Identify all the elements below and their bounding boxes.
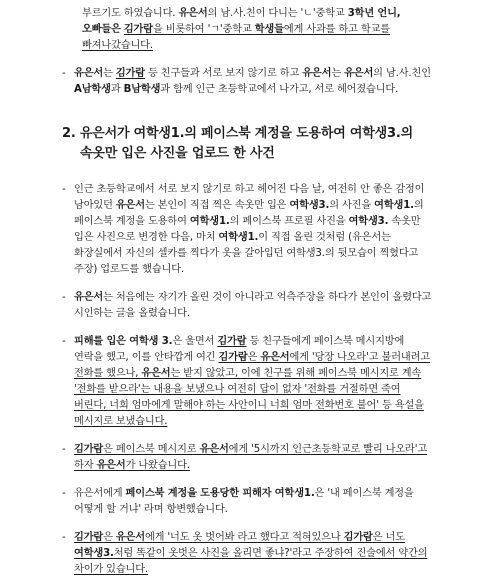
- text-run: 여학생3.: [289, 200, 330, 211]
- text-run: 학생들: [254, 24, 284, 35]
- text-run: 속옷만 입은 사진으로 변경한 다음, 마치: [74, 216, 421, 243]
- bullet-item: [62, 486, 434, 518]
- text-run: 의 남.사.친인: [373, 68, 431, 79]
- text-run: 여학생1.: [218, 232, 259, 243]
- text-run: 김가람: [343, 532, 373, 543]
- text-run: 유은서: [260, 352, 290, 363]
- text-run: 는 처음에는 자기가 올린 것이 아니라고 억측주장을 하다가 본인이 올렸다고 시인하는 글을 올렸습니다.: [74, 292, 432, 319]
- text-run: 처럼 똑같이 옷벗은 사진을 올리면 좋냐?'라고 주장하여 진술에서 약간의 차이가 있습니다.: [74, 548, 428, 575]
- bullet-dash: -: [62, 532, 66, 543]
- text-run: 유은서에게: [74, 488, 126, 499]
- text-run: 은 페이스북 메시지로: [103, 444, 200, 455]
- text-run: A남학생: [74, 84, 111, 95]
- text-run: 등 친구들에게 페이스북 메시지방에 연락을 했고, 이를 안타깝게 여긴: [74, 336, 405, 363]
- text-run: 는 받지 않았고, 이에 친구를 위해 페이스북 메시지로 계속 '전화를 받으라'는 내용을 보냈으나 여전히 답이 없자 '전화를 거절하면 죽여 버린다, 너희 엄마에게 말해야 하는 사안이니 너희 엄마 전화번호 불어' 등 욕설을 메시지로 보냈습니다.: [74, 368, 424, 427]
- text-run: 의 페이스북 계정을 도용하여: [74, 200, 424, 227]
- text-run: 여학생3.: [348, 216, 389, 227]
- text-run: 김가람: [123, 24, 153, 35]
- bullet-item: [62, 182, 434, 278]
- text-run: 은: [103, 532, 116, 543]
- text-run: 은 너도: [372, 532, 405, 543]
- bullet-item: [62, 442, 434, 474]
- text-run: 과 함께 인근 초등학교에서 나가고, 서로 헤어졌습니다.: [160, 84, 399, 95]
- text-run: 피해를 입은 여학생 3.: [74, 336, 173, 347]
- text-run: 페이스북 계정을 도용당한 피해자 여학생1.: [125, 488, 315, 499]
- bullet-dash: -: [62, 488, 66, 499]
- text-run: 유은서: [141, 368, 171, 379]
- text-run: 유은서: [199, 444, 229, 455]
- text-run: 유은서: [115, 532, 145, 543]
- text-run: 에게 사과를 하고 학교를 빠져나갔습니다.: [82, 24, 390, 51]
- intro-paragraph: [62, 6, 434, 54]
- text-run: 김가람: [217, 336, 247, 347]
- text-run: 는: [103, 68, 116, 79]
- bullets-after-heading: [62, 182, 434, 578]
- text-run: 은: [247, 352, 261, 363]
- bullet-item: [62, 66, 434, 98]
- text-run: 여학생1.: [374, 200, 414, 211]
- text-run: 김가람: [218, 352, 248, 363]
- text-run: 여학생1.: [189, 216, 230, 227]
- text-run: 은 '내 페이스북 계정을 어떻게 할 거냐' 라며 항변했습니다.: [74, 488, 414, 515]
- text-run: 김가람: [115, 68, 145, 79]
- bullet-item: [62, 290, 434, 322]
- section-heading: 2. 유은서가 여학생1.의 페이스북 계정을 도용하여 여학생3.의 속옷만 입은 사진을 업로드 한 사건: [62, 126, 413, 161]
- text-run: 유은서: [74, 292, 104, 303]
- text-run: 김가람: [74, 444, 104, 455]
- text-run: 는: [331, 68, 345, 79]
- bullet-dash: -: [62, 336, 66, 347]
- bullet-item: [62, 334, 434, 430]
- text-run: 이 직접 올린 것처럼 (유은서는 화장실에서 자신의 셀카를 찍다가 옷을 갈아입던 여학생3.의 뒷모습이 찍혔다고 주장) 업로드를 했습니다.: [74, 232, 419, 275]
- text-run: 에게 '너도 옷 벗어봐 라고 했다고 적혀있으나: [144, 532, 344, 543]
- text-run: 은 울면서: [172, 336, 218, 347]
- bullet-dash: -: [62, 68, 66, 79]
- text-run: 유은서: [96, 460, 126, 471]
- text-run: 김가람: [74, 532, 104, 543]
- text-run: 유은서: [344, 68, 374, 79]
- bullet-item: [62, 530, 434, 578]
- text-run: 는 본인이 직접 찍은 속옷만 입은: [144, 200, 290, 211]
- text-run: 등 친구들과 서로 보지 않기로 하고: [144, 68, 303, 79]
- text-run: 유은서: [115, 200, 145, 211]
- text-run: 유은서: [74, 68, 104, 79]
- text-run: 가 나왔습니다.: [125, 460, 190, 471]
- text-run: 의 페이스북 프로필 사진을: [229, 216, 349, 227]
- bullet-dash: -: [62, 184, 66, 195]
- bullet-dash: -: [62, 292, 66, 303]
- text-run: 과: [110, 84, 124, 95]
- bullets-before-heading: [62, 66, 434, 98]
- text-run: 3학년 언니, 오빠들은: [82, 8, 401, 35]
- bullet-dash: -: [62, 444, 66, 455]
- text-run: 의 사진을: [329, 200, 375, 211]
- text-run: 유은서: [302, 68, 332, 79]
- text-run: 유은서: [178, 8, 208, 19]
- text-run: 에게 '5시까지 인근초등학교로 빨리 나오라'고 하자: [74, 444, 428, 471]
- text-run: 인근 초등학교에서 서로 보지 않기로 하고 헤어진 다음 날, 여전히 안 좋은 감정이 남아있던: [74, 184, 425, 211]
- text-run: 에게 '당장 나오라'고 불러내려고 전화를 했으나,: [74, 352, 431, 379]
- text-run: 부르기도 하였습니다.: [82, 8, 179, 19]
- text-run: B남학생: [123, 84, 161, 95]
- text-run: 여학생3.: [74, 548, 114, 559]
- text-run: 을 비롯하여 'ㄱ'중학교: [152, 24, 255, 35]
- text-run: 의 남.사.친이 다니는 'ㄴ'중학교: [207, 8, 348, 19]
